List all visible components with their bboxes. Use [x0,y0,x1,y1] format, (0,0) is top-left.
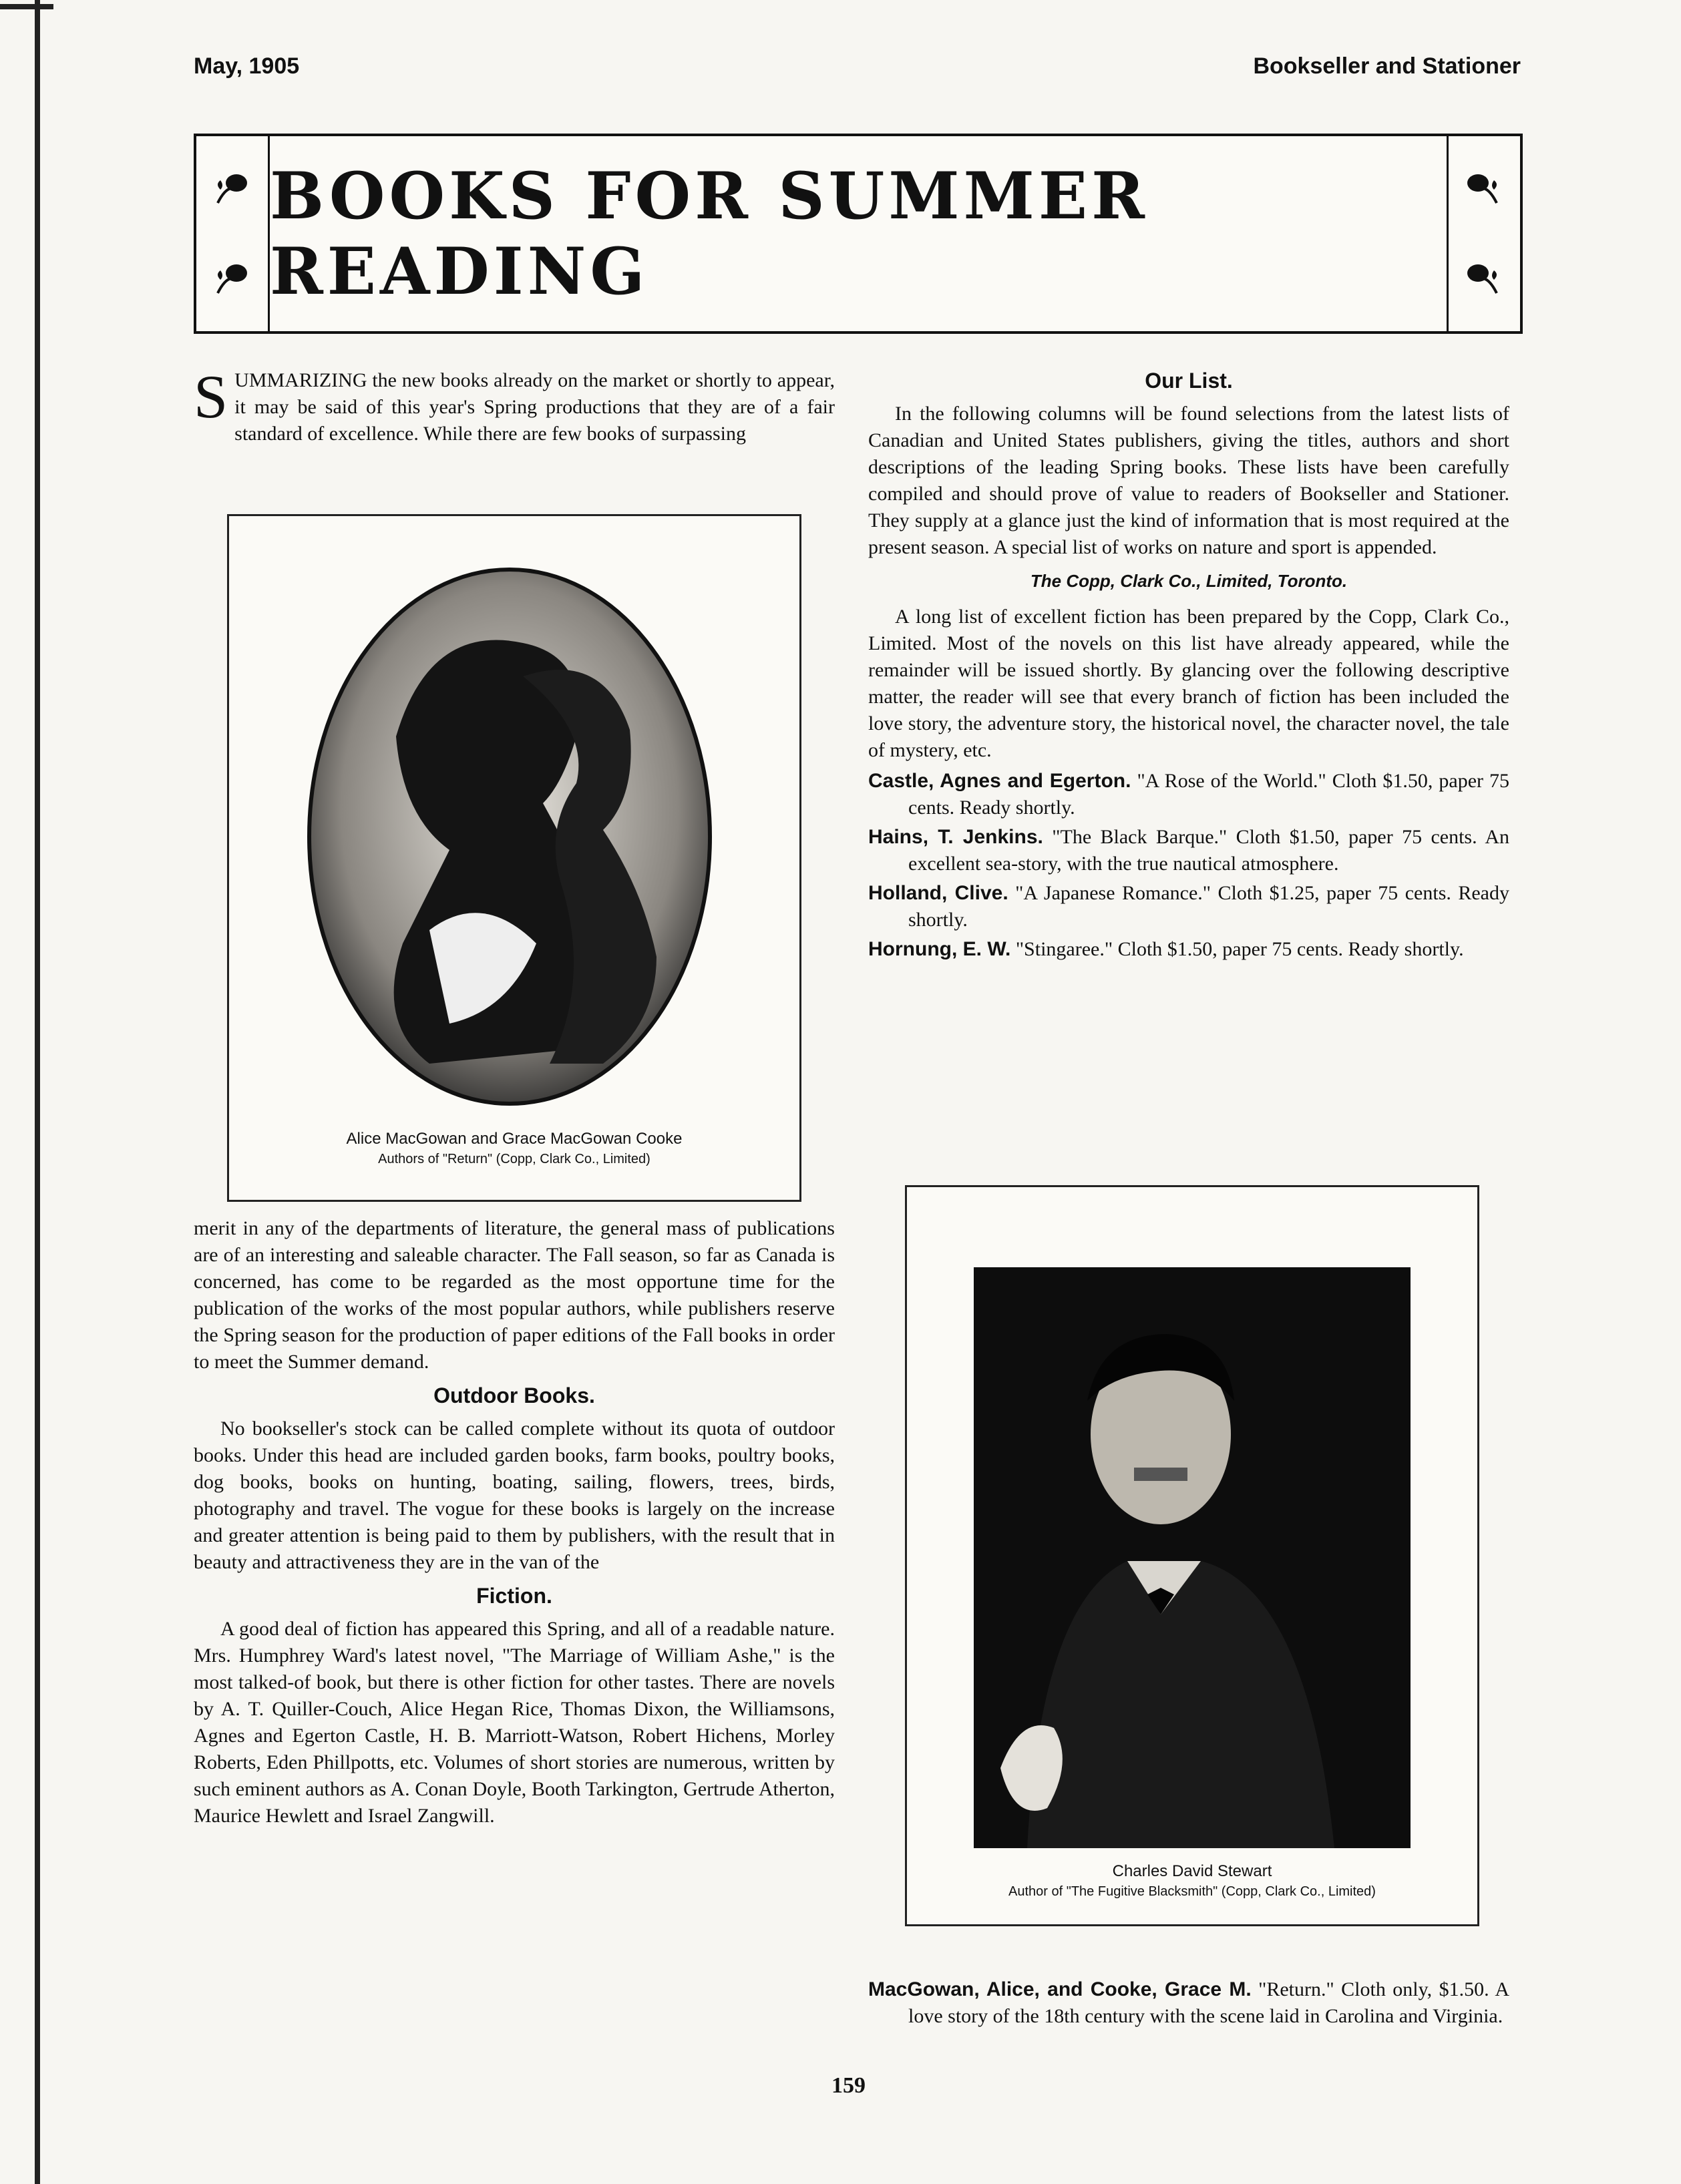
lead-paragraph [194,363,835,447]
entry-author: Castle, Agnes and Egerton. [868,770,1131,792]
outdoor-books-heading: Outdoor Books. [433,1383,595,1407]
banner-title: BOOKS FOR SUMMER READING [270,158,1149,309]
fiction-heading: Fiction. [476,1584,552,1608]
continued-paragraph: merit in any of the departments of literature, the general mass of publications are of an interesting and saleable character. The Fall season, so far as Canada is concerned, has come to be regarded as the most opportune time for the publication of the works of the most popular authors, while publishers reserve the Spring season for the production of paper editions of the Fall books in order to meet the Summer demand. [194,1217,835,1373]
flower-ornament-icon [211,170,251,210]
author-photo-frame [905,1185,1479,1926]
entry-description: "Stingaree." Cloth $1.50, paper 75 cents. Ready shortly. [1015,938,1464,960]
photo1-caption-name: Alice MacGowan and Grace MacGowan Cooke [346,1130,683,1148]
left-column-continued [194,1215,835,1833]
lead-paragraph-block [194,363,835,451]
lead-text: UMMARIZING the new books already on the market or shortly to appear, it may be said of this year's Spring productions that they are of a fair standard of excellence. While there are few books of surpassing [234,369,835,445]
publisher-paragraph: A long list of excellent fiction has been prepared by the Copp, Clark Co., Limited. Most of the novels on this list have already appeared, while the remainder will be issued shortly. By glancing over the following descriptive matter, the reader will see that every branch of fiction has been included the love story, the adventure story, the historical novel, the character novel, the tale of mystery, etc. [868,606,1509,761]
fiction-paragraph: A good deal of fiction has appeared this Spring, and all of a readable nature. Mrs. Humphrey Ward's latest novel, "The Marriage of William Ashe," is the most talked-of book, but there is other fiction for other tastes. There are novels by A. T. Quiller-Couch, Alice Hegan Rice, Thomas Dixon, the Williamsons, Agnes and Egerton Castle, H. B. Marriott-Watson, Robert Hichens, Morley Roberts, Eden Phillpotts, etc. Volumes of short stories are numerous, written by such eminent authors as A. Conan Doyle, Booth Tarkington, Gertrude Atherton, Maurice Hewlett and Israel Zangwill. [194,1618,835,1827]
right-column [868,367,1509,965]
page-binding [35,0,40,2184]
photo2-caption-credit: Author of "The Fugitive Blacksmith" (Copp, Clark Co., Limited) [1008,1884,1376,1899]
right-column-bottom [868,1976,1509,2032]
photo2-caption-name: Charles David Stewart [1112,1862,1272,1880]
page-number: 159 [831,2073,866,2098]
drop-cap: S [194,363,228,431]
running-head-date: May, 1905 [194,53,300,79]
author-portrait-image [907,1187,1477,1924]
book-entry [868,824,1509,877]
title-banner [194,134,1523,334]
entry-description: "A Rose of the World." Cloth $1.50, paper 75 cents. Ready shortly. [908,770,1510,819]
photo2-caption [907,1862,1477,1902]
book-entry [868,936,1509,963]
running-head-publication: Bookseller and Stationer [1253,53,1521,79]
authors-photo-frame [227,514,801,1202]
book-entry [868,880,1509,933]
our-list-heading: Our List. [1145,369,1233,393]
binding-mark [0,4,53,9]
flower-ornament-icon [1463,260,1503,300]
entry-author: Holland, Clive. [868,882,1008,904]
photo1-caption [229,1129,799,1169]
outdoor-books-paragraph: No bookseller's stock can be called complete without its quota of outdoor books. Under this head are included garden books, farm books, poultry books, dog books, books on hunting, boating, sailing, flowers, trees, birds, photography and travel. The vogue for these books is largely on the increase and greater attention is being paid to them by publishers, with the result that in beauty and attractiveness they are in the van of the [194,1417,835,1573]
flower-ornament-icon [211,260,251,300]
entry-description: "The Black Barque." Cloth $1.50, paper 75 cents. An excellent sea-story, with the true nautical atmosphere. [908,826,1509,875]
entry-author: Hains, T. Jenkins. [868,826,1043,848]
authors-portrait-image [229,516,799,1200]
photo1-caption-credit: Authors of "Return" (Copp, Clark Co., Limited) [378,1152,650,1166]
banner-left-panel [196,136,270,331]
book-entry [868,1976,1509,2030]
entry-description: "Return." Cloth only, $1.50. A love story of the 18th century with the scene laid in Carolina and Virginia. [908,1978,1510,2027]
banner-right-panel [1447,136,1520,331]
entry-author: Hornung, E. W. [868,938,1011,960]
entry-description: "A Japanese Romance." Cloth $1.25, paper 75 cents. Ready shortly. [908,882,1509,931]
publisher-heading: The Copp, Clark Co., Limited, Toronto. [1030,571,1348,591]
flower-ornament-icon [1463,170,1503,210]
book-entry [868,768,1509,821]
our-list-paragraph: In the following columns will be found selections from the latest lists of Canadian and United States publishers, giving the titles, authors and short descriptions of the leading Spring books. These lists have been carefully compiled and should prove of value to readers of Bookseller and Stationer. They supply at a glance just the kind of information that is most required at the present season. A special list of works on nature and sport is appended. [868,403,1509,558]
entry-author: MacGowan, Alice, and Cooke, Grace M. [868,1978,1252,2000]
